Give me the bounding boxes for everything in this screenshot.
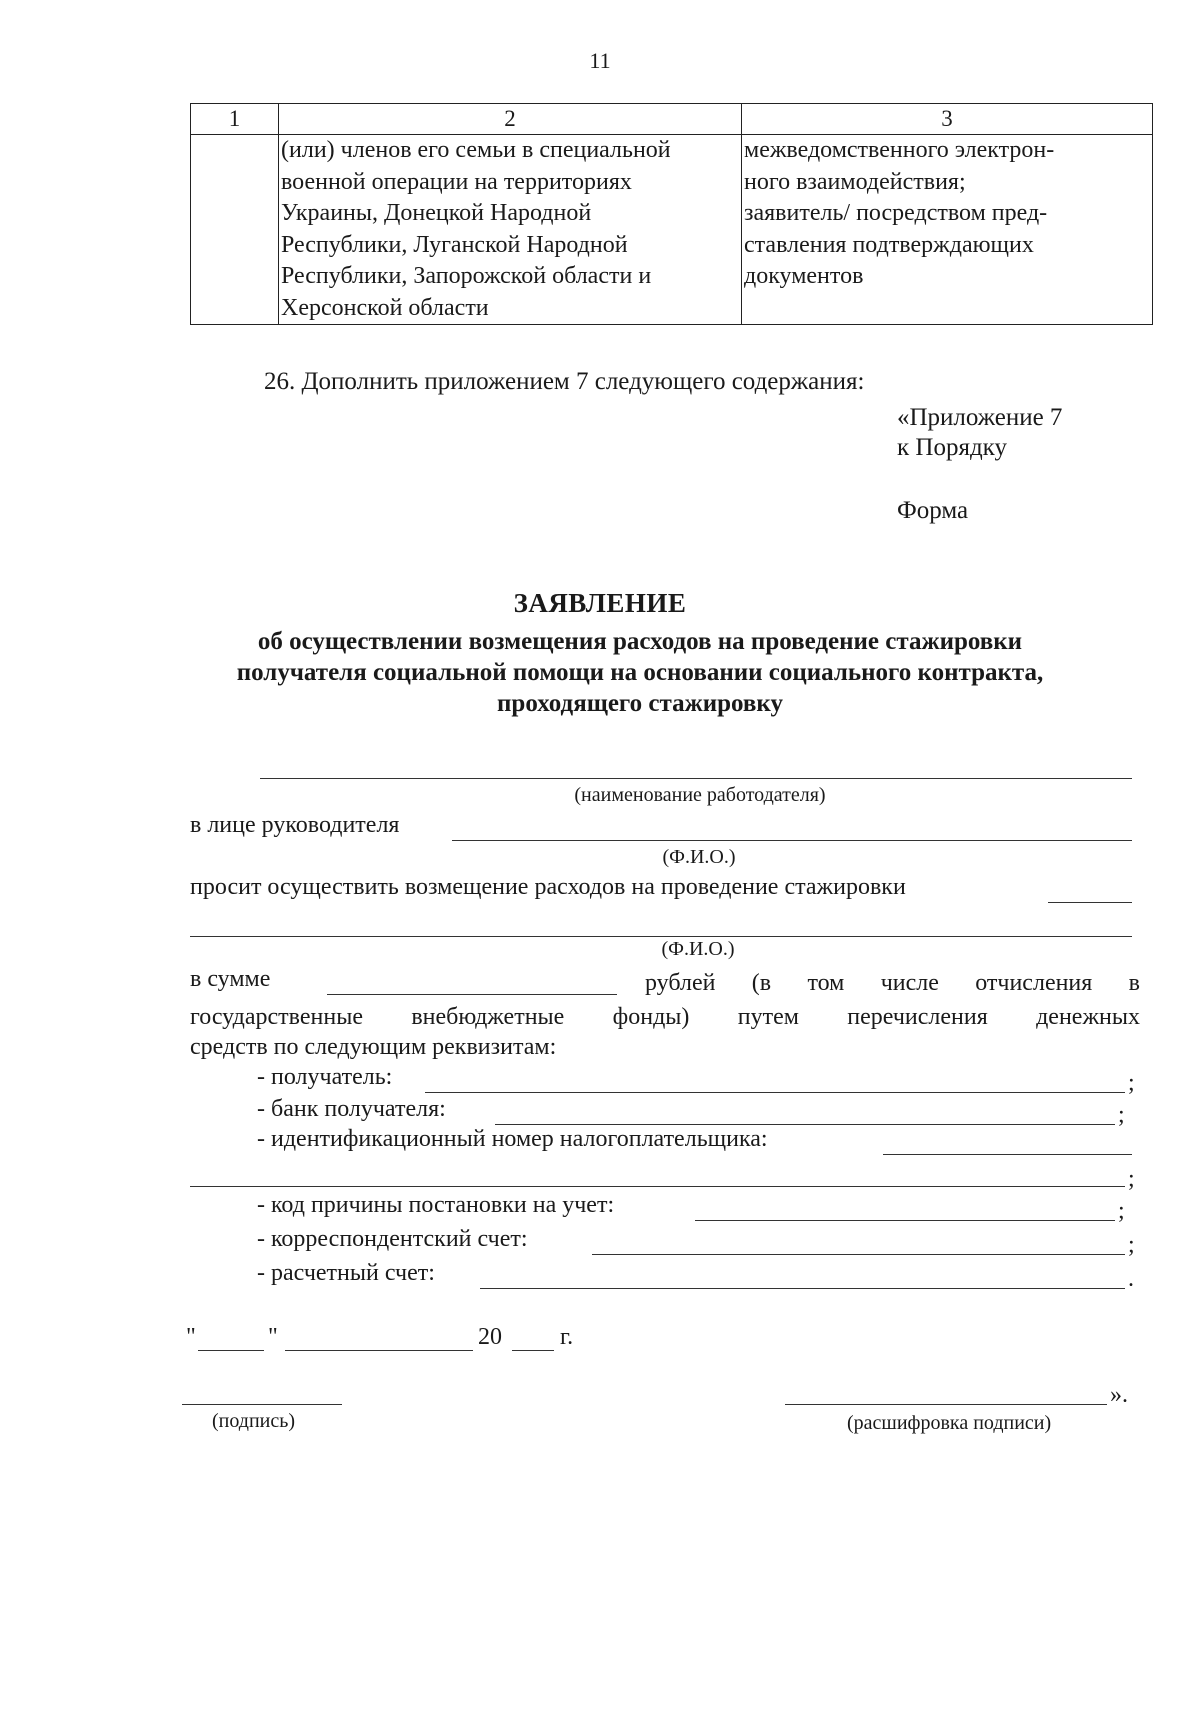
inn-field-start[interactable] [883,1154,1132,1155]
date-suffix: г. [560,1324,574,1350]
employer-caption: (наименование работодателя) [574,784,826,806]
signature-decode-field[interactable] [785,1404,1107,1405]
fio-caption: (Ф.И.О.) [661,938,735,960]
document-subtitle: об осуществлении возмещения расходов на проведение стажировки получателя социальной помощи на основании социального контракта, проходящего стажировку [236,628,1044,717]
sum-suffix: рублей (в том числе отчисления в [645,970,1140,996]
semicolon: ; [1128,1070,1135,1096]
sum-amount-field[interactable] [327,994,617,995]
appendix-line: к Порядку [897,434,1007,461]
signature-field[interactable] [182,1404,342,1405]
table-header-row [191,104,1153,135]
bank-label: - банк получателя: [257,1096,446,1122]
request-text: просит осуществить возмещение расходов на проведение стажировки [190,874,906,900]
inn-label: - идентификационный номер налогоплательщика: [257,1126,768,1152]
table-cell: (или) членов его семьи в специальной военной операции на территориях Украины, Донецкой Народной Республики, Луганской Народной Республики, Запорожской области и Херсонской области [279,135,742,325]
signature-decode-caption: (расшифровка подписи) [847,1412,1052,1434]
table-header-cell: 3 [742,104,1153,135]
date-month-field[interactable] [285,1350,473,1351]
date-day-field[interactable] [198,1350,264,1351]
head-fio-field[interactable] [452,840,1132,841]
date-year-field[interactable] [512,1350,554,1351]
table-cell: межведомственного электрон- ного взаимодействия; заявитель/ посредством пред- ставления подтверждающих документов [742,135,1153,325]
semicolon: ; [1118,1102,1125,1128]
recipient-label: - получатель: [257,1064,393,1090]
sum-text-line: средств по следующим реквизитам: [190,1034,557,1060]
fio-caption: (Ф.И.О.) [662,846,736,868]
date-close-quote: " [268,1324,278,1350]
trainee-fio-field[interactable] [190,936,1132,937]
inn-field[interactable] [190,1186,1125,1187]
page-number: 11 [589,48,611,73]
bank-field[interactable] [495,1124,1115,1125]
head-label: в лице руководителя [190,812,400,838]
sum-text-line: государственные внебюджетные фонды) путем перечисления денежных [190,1004,1140,1030]
account-field[interactable] [480,1288,1125,1289]
corr-account-label: - корреспондентский счет: [257,1226,528,1252]
appendix-reference [897,403,1062,463]
semicolon: ; [1118,1198,1125,1224]
date-year-prefix: 20 [478,1324,502,1350]
account-label: - расчетный счет: [257,1260,435,1286]
appendix-line: «Приложение 7 [897,404,1063,431]
form-label: Форма [897,497,969,524]
corr-account-field[interactable] [592,1254,1125,1255]
employer-name-field[interactable] [260,778,1132,779]
date-open-quote: " [186,1324,196,1350]
period: . [1128,1266,1134,1292]
document-title: ЗАЯВЛЕНИЕ [513,588,687,618]
signature-caption: (подпись) [212,1410,296,1432]
sum-prefix: в сумме [190,966,271,992]
table-cell [191,135,279,325]
closing-mark: ». [1110,1382,1128,1408]
trainee-fio-field-start[interactable] [1048,902,1132,903]
continuation-table [190,103,1153,325]
table-header-cell: 2 [279,104,742,135]
recipient-field[interactable] [425,1092,1125,1093]
table-header-cell: 1 [191,104,279,135]
kpp-label: - код причины постановки на учет: [257,1192,615,1218]
item-26-text: 26. Дополнить приложением 7 следующего содержания: [264,368,865,395]
semicolon: ; [1128,1232,1135,1258]
semicolon: ; [1128,1166,1135,1192]
table-row [191,135,1153,325]
kpp-field[interactable] [695,1220,1115,1221]
